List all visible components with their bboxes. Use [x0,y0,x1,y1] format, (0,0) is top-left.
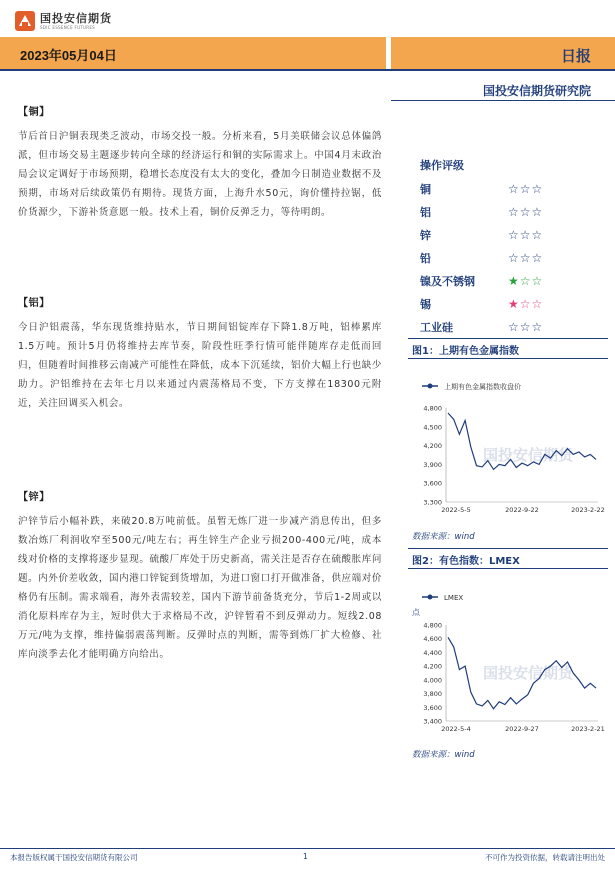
rating-name: 锌 [420,228,431,242]
rating-stars [508,297,543,311]
section-body: 今日沪铝震荡，华东现货维持贴水，节日期间铝锭库存下降1.8万吨，铝棒累库1.5万吨。预计5月仍将维持去库节奏，阶段性旺季行情可能伴随库存走低而回归，但随着时间推移云南减产可能性在降低，成本下沉延续，铝价大幅上行也缺少助力。沪铝维持在去年七月以来通过内震荡格局不变，下方支撑在18300元附近，关注回调买入机会。 [18,322,382,409]
figure-2-title: 图2：有色指数：LMEX [412,556,520,567]
footer-disclaimer: 不可作为投资依据，转载请注明出处 [485,853,605,862]
section-title: 【铜】 [18,107,50,118]
x-tick-label: 2023-2-21 [571,725,605,733]
figure-2-top-rule [408,548,608,549]
rating-star-empty: ☆☆ [519,273,544,288]
operation-ratings [420,157,600,338]
chart-watermark: 国投安信期货 [482,664,574,682]
x-tick-label: 2022-5-4 [441,725,471,733]
rating-stars: ☆☆☆ [508,181,544,196]
ratings-title: 操作评级 [420,159,464,172]
rating-stars: ☆☆☆ [508,250,544,265]
rating-name: 锡 [420,297,431,311]
y-tick-label: 3,900 [423,460,442,469]
y-tick-label: 3,800 [423,690,442,699]
y-tick-label: 4,000 [423,676,442,685]
figure-2-title-rule [408,568,608,569]
rating-row [420,315,600,338]
figure-1-top-rule [408,338,608,339]
y-tick-label: 4,600 [423,635,442,644]
header-rule [0,69,615,71]
rating-stars: ☆☆☆ [508,319,544,334]
y-tick-label: 3,400 [423,717,442,726]
institute-name: 国投安信期货研究院 [482,84,591,98]
logo-name-cn: 国投安信期货 [40,11,112,25]
y-tick-label: 4,500 [423,423,442,432]
section-title: 【锌】 [18,492,50,503]
report-type: 日报 [560,47,591,65]
rating-name: 铅 [420,251,431,265]
legend-label: 上期有色金属指数收盘价 [444,383,521,391]
unit-label: 点 [412,608,420,617]
y-tick-label: 3,300 [423,498,442,507]
rating-stars [508,274,543,288]
rating-row [420,200,600,223]
figure-1-title: 图1：上期有色金属指数 [412,346,519,357]
x-tick-label: 2022-5-5 [441,506,471,514]
rating-star-filled: ★ [508,296,520,311]
logo-name-en: SDIC ESSENCE FUTURES [40,24,96,30]
y-tick-label: 4,800 [423,621,442,630]
section-body: 节后首日沪铜表现类乏波动，市场交投一般。分析来看，5月美联储会议总体偏鸽派，但市场交易主题逐步转向全球的经济运行和铜的实际需求上。中国4月末政治局会议定调好于市场预期，稳增长态度没有太大的变化，叠加今日制造业数据不及预期，市场对后续政策仍有期待。现货方面，上海升水50元，询价懂持拉锯，低价货源少，下游补货意愿一般。技术上看，铜价反弹乏力，等待明朗。 [18,131,382,218]
figure-1-source: 数据来源：wind [412,532,475,542]
legend-marker-icon [428,595,433,600]
rating-name: 镍及不锈钢 [420,274,475,288]
section-aluminum [18,294,382,413]
rating-name: 铜 [420,182,431,196]
legend-label: LMEX [444,594,464,602]
company-logo [14,10,112,32]
rating-stars: ☆☆☆ [508,227,544,242]
y-tick-label: 4,200 [423,442,442,451]
rating-name: 铝 [420,205,431,219]
footer-copyright: 本报告版权属于国投安信期货有限公司 [10,853,138,862]
rating-row [420,292,600,315]
figure-2-source: 数据来源：wind [412,750,475,760]
y-tick-label: 4,400 [423,648,442,657]
y-tick-label: 4,800 [423,404,442,413]
section-zinc [18,488,382,664]
rating-row [420,246,600,269]
figure-1-chart [408,370,608,520]
legend-marker-icon [428,384,433,389]
x-tick-label: 2022-9-27 [505,725,539,733]
footer-rule [0,848,615,849]
institute-rule [391,100,615,101]
section-body: 沪锌节后小幅补跌，来破20.8万吨前低。虽暂无炼厂进一步减产消息传出，但多数冶炼厂利润收窄至500元/吨左右；再生锌生产企业亏损200-400元/吨，成本线对价格的支撑将逐步显现。硫酸厂库处于历史新高，需关注是否存在硫酸胀库问题。内外价差收敛，国内港口锌锭到货增加，为进口窗口打开做准备，供应端对价格仍有压制。需求端看，海外表需较差，国内下游节前备货充分，节后1-2周或以消化原料库存为主，短时供大于求格局不改，沪锌暂看不到反弹动力。短线2.08万元/吨为支撑，维持偏弱震荡判断。反弹时点的判断，需等到炼厂扩大检修、社库向淡季去化才能明确方向给出。 [18,516,382,660]
section-title: 【铝】 [18,298,50,309]
rating-name: 工业硅 [420,320,453,334]
rating-row [420,269,600,292]
section-copper [18,103,382,222]
figure-2-chart [408,585,608,740]
rating-star-empty: ☆☆ [519,296,544,311]
y-tick-label: 3,600 [423,479,442,488]
rating-star-filled: ★ [508,273,520,288]
x-tick-label: 2022-9-22 [505,506,539,514]
y-tick-label: 4,200 [423,662,442,671]
chart-watermark: 国投安信期货 [482,446,574,464]
rating-stars: ☆☆☆ [508,204,544,219]
rating-row [420,223,600,246]
figure-1-title-rule [408,358,608,359]
report-date: 2023年05月04日 [20,48,117,63]
page-number: 1 [303,852,308,861]
rating-row [420,177,600,200]
x-tick-label: 2023-2-22 [571,506,605,514]
logo-mark-icon [14,10,36,32]
y-tick-label: 3,600 [423,703,442,712]
